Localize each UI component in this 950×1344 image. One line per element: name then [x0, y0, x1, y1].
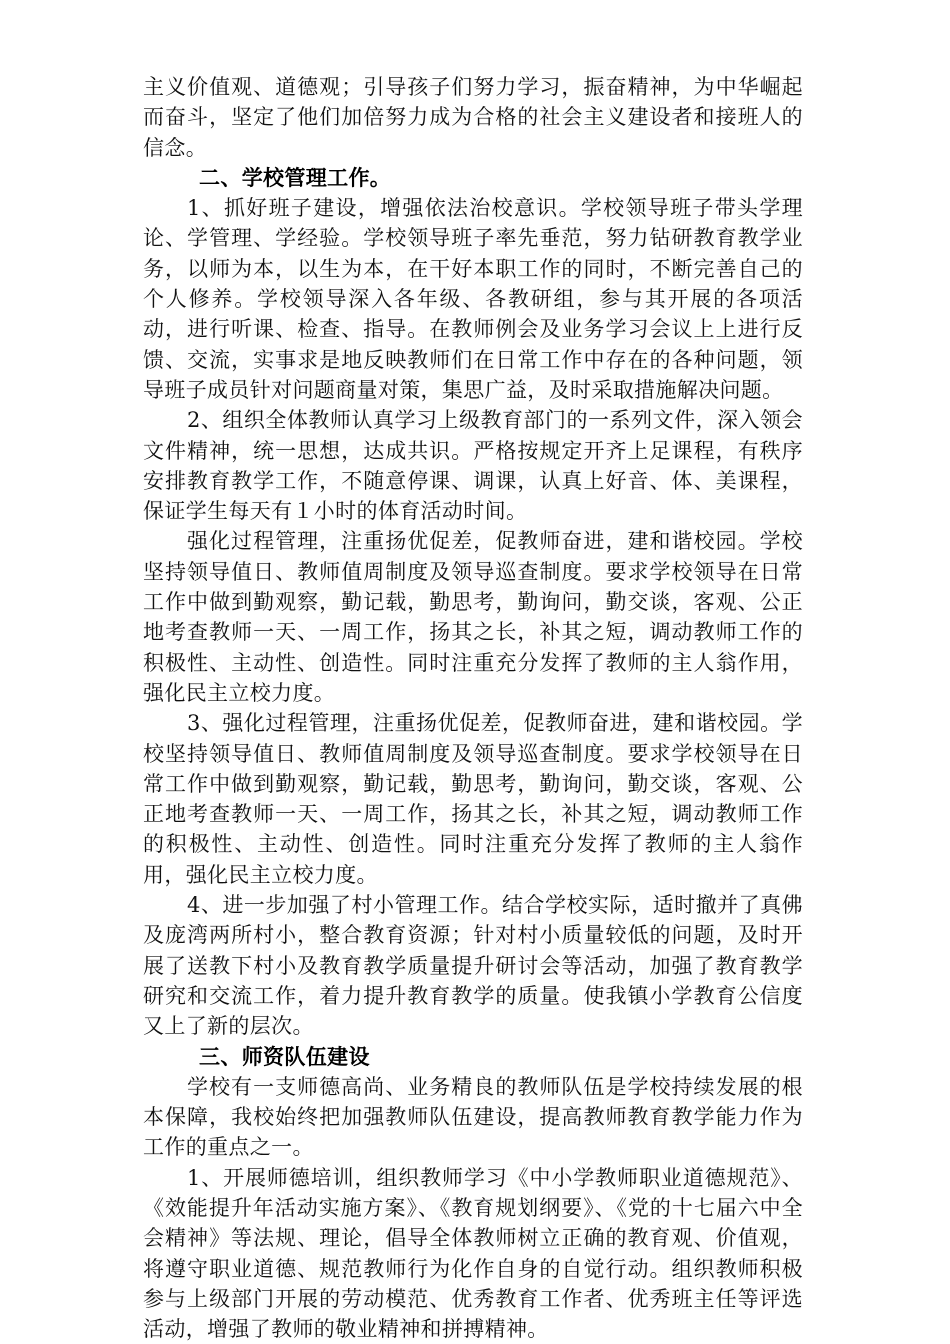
- paragraph-process-management: 强化过程管理，注重扬优促差，促教师奋进，建和谐校园。学校坚持领导值日、教师值周制度及领导巡查制度。要求学校领导在日常工作中做到勤观察，勤记载，勤思考，勤询问，勤交谈，客观、公正地考查教师一天、一周工作，扬其之长，补其之短，调动教师工作的积极性、主动性、创造性。同时注重充分发挥了教师的主人翁作用，强化民主立校力度。: [143, 529, 803, 705]
- paragraph-leadership-team: 1、抓好班子建设，增强依法治校意识。学校领导班子带头学理论、学管理、学经验。学校领导班子率先垂范，努力钻研教育教学业务，以师为本，以生为本，在干好本职工作的同时，不断完善自己的个人修养。学校领导深入各年级、各教研组，参与其开展的各项活动，进行听课、检查、指导。在教师例会及业务学习会议上上进行反馈、交流，实事求是地反映教师们在日常工作中存在的各种问题，领导班子成员针对问题商量对策，集思广益，及时采取措施解决问题。: [143, 196, 803, 402]
- section-heading-school-management: 二、学校管理工作。: [199, 164, 392, 190]
- section-heading-teaching-staff: 三、师资队伍建设: [199, 1043, 370, 1069]
- paragraph-staff-intro: 学校有一支师德高尚、业务精良的教师队伍是学校持续发展的根本保障，我校始终把加强教师队伍建设，提高教师教育教学能力作为工作的重点之一。: [143, 1074, 803, 1160]
- intro-paragraph: 主义价值观、道德观；引导孩子们努力学习，振奋精神，为中华崛起而奋斗，坚定了他们加倍努力成为合格的社会主义建设者和接班人的信念。: [143, 75, 803, 160]
- document-body: [143, 72, 803, 1344]
- paragraph-ethics-training: 1、开展师德培训，组织教师学习《中小学教师职业道德规范》、《效能提升年活动实施方案》、《教育规划纲要》、《党的十七届六中全会精神》等法规、理论，倡导全体教师树立正确的教育观、价值观，将遵守职业道德、规范教师行为化作自身的自觉行动。组织教师积极参与上级部门开展的劳动模范、优秀教育工作者、优秀班主任等评选活动，增强了教师的敬业精神和拼搏精神。: [143, 1165, 803, 1342]
- paragraph-village-schools: 4、进一步加强了村小管理工作。结合学校实际，适时撤并了真佛及庞湾两所村小，整合教育资源；针对村小质量较低的问题，及时开展了送教下村小及教育教学质量提升研讨会等活动，加强了教育教学研究和交流工作，着力提升教育教学的质量。使我镇小学教育公信度又上了新的层次。: [143, 893, 803, 1039]
- paragraph-study-documents: 2、组织全体教师认真学习上级教育部门的一系列文件，深入领会文件精神，统一思想，达成共识。严格按规定开齐上足课程，有秩序安排教育教学工作，不随意停课、调课，认真上好音、体、美课程，保证学生每天有１小时的体育活动时间。: [143, 408, 803, 524]
- paragraph-process-management-numbered: 3、强化过程管理，注重扬优促差，促教师奋进，建和谐校园。学校坚持领导值日、教师值周制度及领导巡查制度。要求学校领导在日常工作中做到勤观察，勤记载，勤思考，勤询问，勤交谈，客观、公正地考查教师一天、一周工作，扬其之长，补其之短，调动教师工作的积极性、主动性、创造性。同时注重充分发挥了教师的主人翁作用，强化民主立校力度。: [143, 711, 803, 887]
